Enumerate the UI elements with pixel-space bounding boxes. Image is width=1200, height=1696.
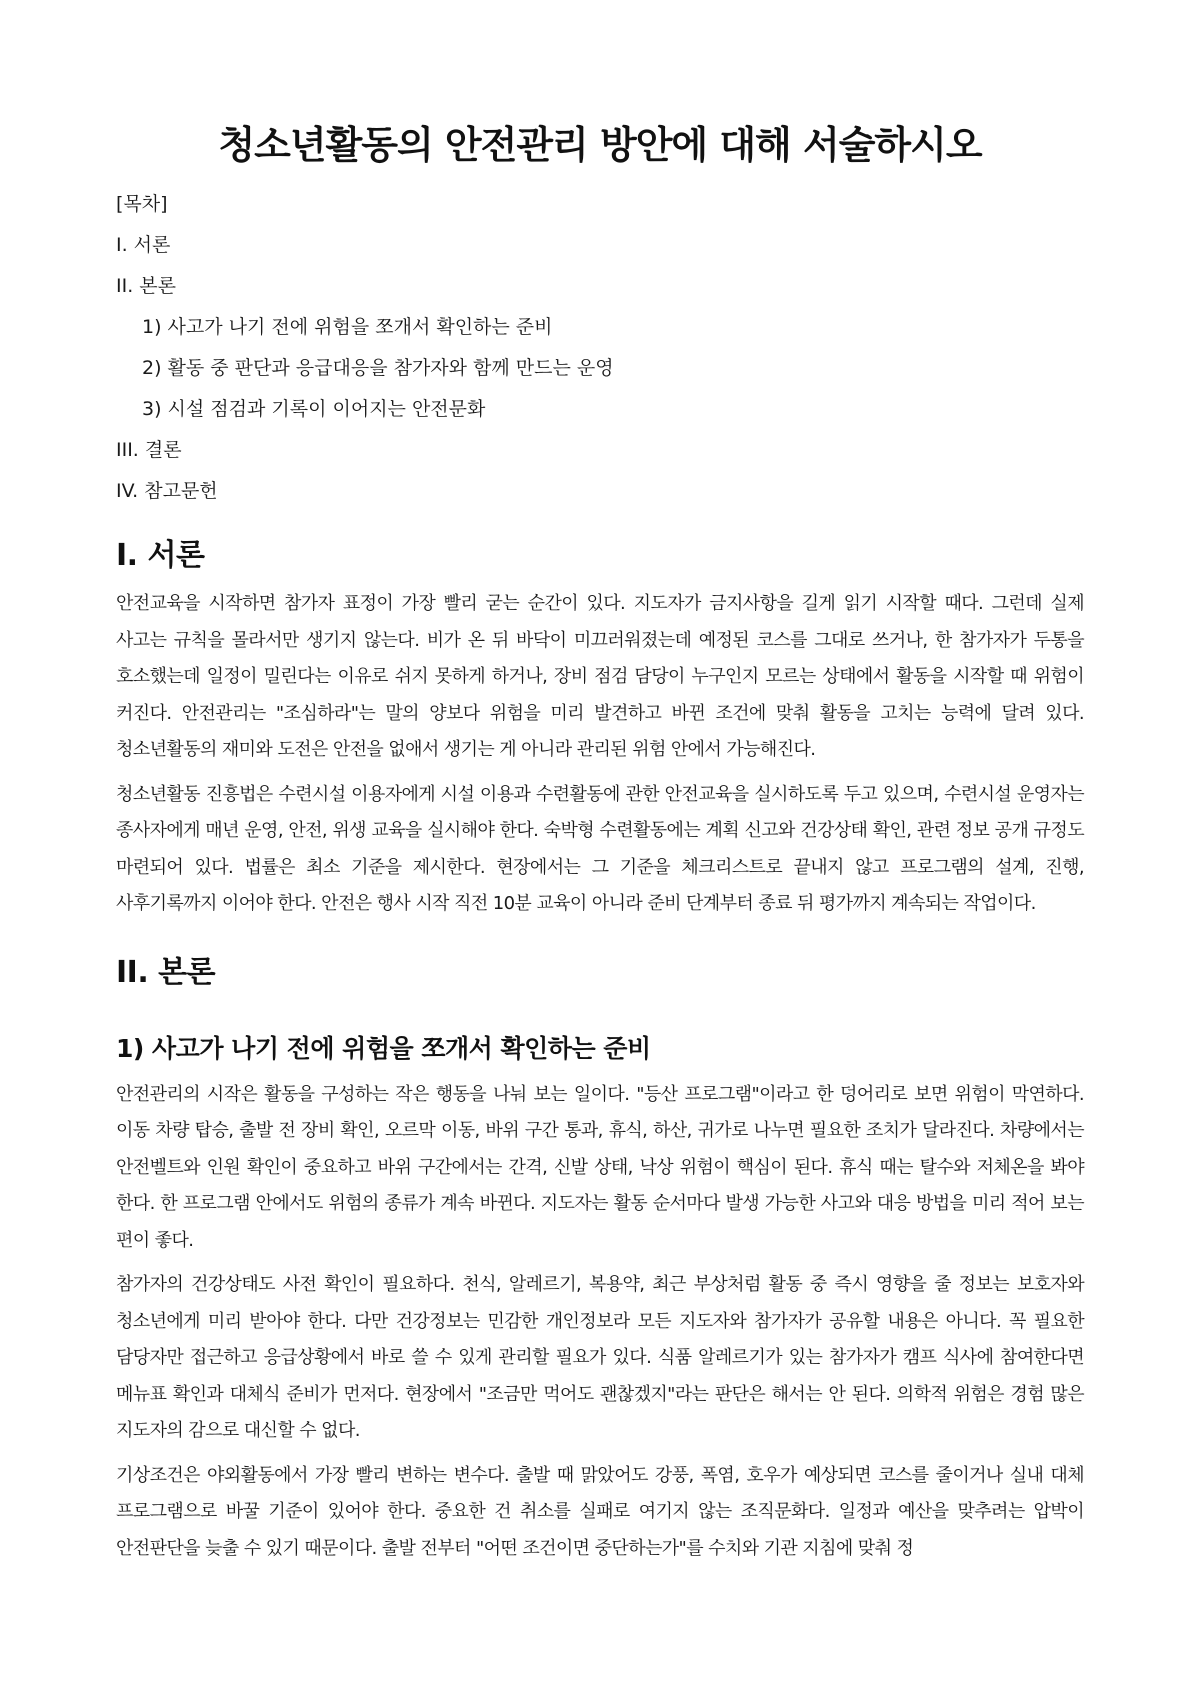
- toc-item-references: IV. 참고문헌: [116, 480, 218, 502]
- toc-item-body-1: 1) 사고가 나기 전에 위험을 쪼개서 확인하는 준비: [142, 316, 553, 338]
- preparation-paragraph-3: 기상조건은 야외활동에서 가장 빨리 변하는 변수다. 출발 때 맑았어도 강풍, 폭염, 호우가 예상되면 코스를 줄이거나 실내 대체 프로그램으로 바꿀 기준이 있어야 한다. 중요한 건 취소를 실패로 여기지 않는 조직문화다. 일정과 예산을 맞추려는 압박이 안전판단을 늦출 수 있기 때문이다. 출발 전부터 "어떤 조건이면 중단하는가"를 수치와 기관 지침에 맞춰 정: [116, 1464, 1084, 1559]
- toc-heading: [목차]: [116, 193, 168, 215]
- section-intro: [116, 534, 1084, 923]
- subsection-preparation: [116, 1029, 1084, 1568]
- section-heading-body: II. 본론: [116, 954, 216, 990]
- toc-item-conclusion: III. 결론: [116, 439, 182, 461]
- toc-item-body-3: 3) 시설 점검과 기록이 이어지는 안전문화: [142, 398, 486, 420]
- preparation-paragraph-1: 안전관리의 시작은 활동을 구성하는 작은 행동을 나눠 보는 일이다. "등산 프로그램"이라고 한 덩어리로 보면 위험이 막연하다. 이동 차량 탑승, 출발 전 장비 확인, 오르막 이동, 바위 구간 통과, 휴식, 하산, 귀가로 나누면 필요한 조치가 달라진다. 차량에서는 안전벨트와 인원 확인이 중요하고 바위 구간에서는 간격, 신발 상태, 낙상 위험이 핵심이 된다. 휴식 때는 탈수와 저체온을 봐야 한다. 한 프로그램 안에서도 위험의 종류가 계속 바뀐다. 지도자는 활동 순서마다 발생 가능한 사고와 대응 방법을 미리 적어 보는 편이 좋다.: [116, 1083, 1084, 1251]
- section-heading-intro: I. 서론: [116, 538, 205, 573]
- subsection-heading-preparation: 1) 사고가 나기 전에 위험을 쪼개서 확인하는 준비: [116, 1033, 651, 1063]
- toc-item-body: II. 본론: [116, 275, 176, 297]
- toc-item-intro: I. 서론: [116, 234, 171, 256]
- document-title: 청소년활동의 안전관리 방안에 대해 서술하시오: [218, 123, 982, 167]
- intro-paragraph-1: 안전교육을 시작하면 참가자 표정이 가장 빨리 굳는 순간이 있다. 지도자가 금지사항을 길게 읽기 시작할 때다. 그런데 실제 사고는 규칙을 몰라서만 생기지 않는다. 비가 온 뒤 바닥이 미끄러워졌는데 예정된 코스를 그대로 쓰거나, 한 참가자가 두통을 호소했는데 일정이 밀린다는 이유로 쉬지 못하게 하거나, 장비 점검 담당이 누구인지 모르는 상태에서 활동을 시작할 때 위험이 커진다. 안전관리는 "조심하라"는 말의 양보다 위험을 미리 발견하고 바뀐 조건에 맞춰 활동을 고치는 능력에 달려 있다. 청소년활동의 재미와 도전은 안전을 없애서 생기는 게 아니라 관리된 위험 안에서 가능해진다.: [116, 593, 1084, 760]
- intro-paragraph-2: 청소년활동 진흥법은 수련시설 이용자에게 시설 이용과 수련활동에 관한 안전교육을 실시하도록 두고 있으며, 수련시설 운영자는 종사자에게 매년 운영, 안전, 위생 교육을 실시해야 한다. 숙박형 수련활동에는 계획 신고와 건강상태 확인, 관련 정보 공개 규정도 마련되어 있다. 법률은 최소 기준을 제시한다. 현장에서는 그 기준을 체크리스트로 끝내지 않고 프로그램의 설계, 진행, 사후기록까지 이어야 한다. 안전은 행사 시작 직전 10분 교육이 아니라 준비 단계부터 종료 뒤 평가까지 계속되는 작업이다.: [116, 783, 1084, 914]
- section-body: [116, 951, 1084, 1568]
- toc-item-body-2: 2) 활동 중 판단과 응급대응을 참가자와 함께 만드는 운영: [142, 357, 614, 379]
- table-of-contents: [116, 184, 1084, 512]
- preparation-paragraph-2: 참가자의 건강상태도 사전 확인이 필요하다. 천식, 알레르기, 복용약, 최근 부상처럼 활동 중 즉시 영향을 줄 정보는 보호자와 청소년에게 미리 받아야 한다. 다만 건강정보는 민감한 개인정보라 모든 지도자와 참가자가 공유할 내용은 아니다. 꼭 필요한 담당자만 접근하고 응급상황에서 바로 쓸 수 있게 관리할 필요가 있다. 식품 알레르기가 있는 참가자가 캠프 식사에 참여한다면 메뉴표 확인과 대체식 준비가 먼저다. 현장에서 "조금만 먹어도 괜찮겠지"라는 판단은 해서는 안 된다. 의학적 위험은 경험 많은 지도자의 감으로 대신할 수 없다.: [116, 1274, 1084, 1441]
